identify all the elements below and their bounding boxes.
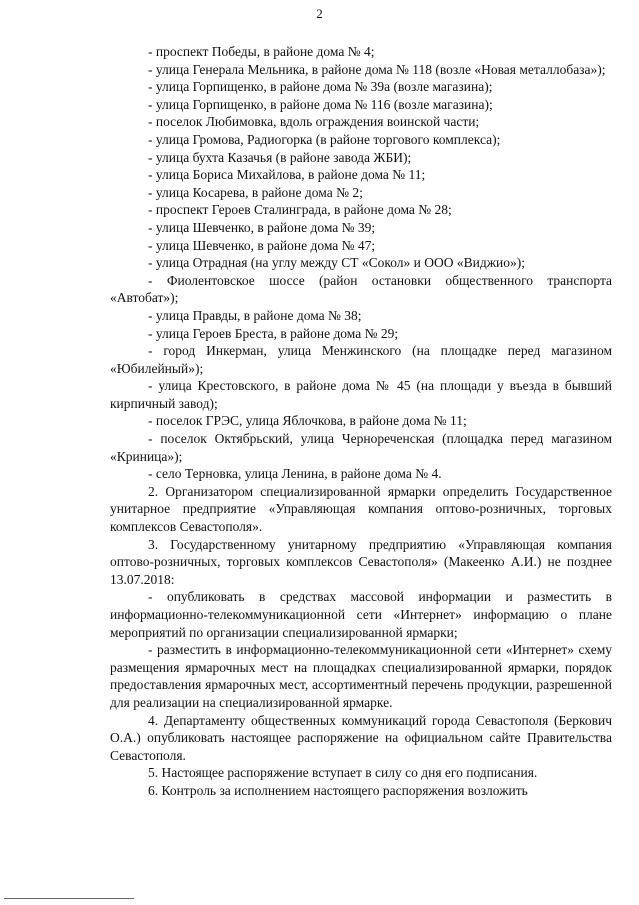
paragraph-item-4: 4. Департаменту общественных коммуникаций города Севастополя (Беркович О.А.) опубликовать настоящее распоряжение на официальном сайте Правительства Севастополя. xyxy=(110,712,612,763)
list-item: - проспект Победы, в районе дома № 4; xyxy=(148,44,375,59)
list-item: - улица Громова, Радиогорка (в районе торгового комплекса); xyxy=(148,131,501,147)
list-item: - улица бухта Казачья (в районе завода ЖБИ); xyxy=(148,149,412,165)
list-item: - улица Горпищенко, в районе дома № 116 (возле магазина); xyxy=(148,96,493,112)
list-item: - улица Героев Бреста, в районе дома № 29; xyxy=(148,325,399,341)
paragraph-item-3-sub-1: - опубликовать в средствах массовой информации и разместить в информационно-телекоммуникационной сети «Интернет» информацию о плане мероприятий по организации специализированной ярмарки; xyxy=(110,589,612,640)
paragraph-item-3-intro: 3. Государственному унитарному предприятию «Управляющая компания оптово-розничных, торговых комплексов Севастополя» (Макеенко А.И.) не позднее 13.07.2018: xyxy=(110,536,612,587)
list-item: - улица Косарева, в районе дома № 2; xyxy=(148,184,363,200)
paragraph-item-2: 2. Организатором специализированной ярмарки определить Государственное унитарное предприятие «Управляющая компания оптово-розничных, торговых комплексов Севастополя». xyxy=(110,483,612,535)
list-item: - город Инкерман, улица Менжинского (на площадке перед магазином «Юбилейный»); xyxy=(110,343,612,376)
location-list xyxy=(110,43,612,483)
paragraph-item-5: 5. Настоящее распоряжение вступает в силу со дня его подписания. xyxy=(148,765,538,781)
list-item: - поселок Любимовка, вдоль ограждения воинской части; xyxy=(148,114,480,130)
document-body xyxy=(110,43,612,800)
list-item: - улица Генерала Мельника, в районе дома № 118 (возле «Новая металлобаза»); xyxy=(148,61,606,77)
list-item: - проспект Героев Сталинграда, в районе дома № 28; xyxy=(148,202,452,218)
page-number: 2 xyxy=(316,6,323,21)
list-item: - улица Шевченко, в районе дома № 39; xyxy=(148,219,376,235)
list-item: - поселок Октябрьский, улица Чернореченская (площадка перед магазином «Криница»); xyxy=(110,431,612,464)
list-item: - село Терновка, улица Ленина, в районе дома № 4. xyxy=(148,466,442,482)
page-bottom-rule xyxy=(4,898,134,899)
list-item: - улица Горпищенко, в районе дома № 39а (возле магазина); xyxy=(148,79,493,95)
list-item: - улица Отрадная (на углу между СТ «Сокол» и ООО «Виджио»); xyxy=(148,255,526,271)
paragraph-item-3-sub-2: - разместить в информационно-телекоммуникационной сети «Интернет» схему размещения ярмарочных мест на площадках специализированной ярмарки, порядок предоставления ярмарочных мест, ассортиментный перечень продукции, разрешенной для реализации на специализированной ярмарке. xyxy=(110,642,612,710)
list-item: - улица Шевченко, в районе дома № 47; xyxy=(148,237,376,253)
list-item: - улица Бориса Михайлова, в районе дома № 11; xyxy=(148,167,426,183)
list-item: - улица Крестовского, в районе дома № 45 (на площади у въезда в бывший кирпичный завод); xyxy=(110,378,612,411)
list-item: - поселок ГРЭС, улица Яблочкова, в районе дома № 11; xyxy=(148,413,467,429)
list-item: - улица Правды, в районе дома № 38; xyxy=(148,307,362,323)
paragraph-item-6: 6. Контроль за исполнением настоящего распоряжения возложить xyxy=(148,782,528,798)
list-item: - Фиолентовское шоссе (район остановки общественного транспорта «Автобат»); xyxy=(110,272,612,306)
